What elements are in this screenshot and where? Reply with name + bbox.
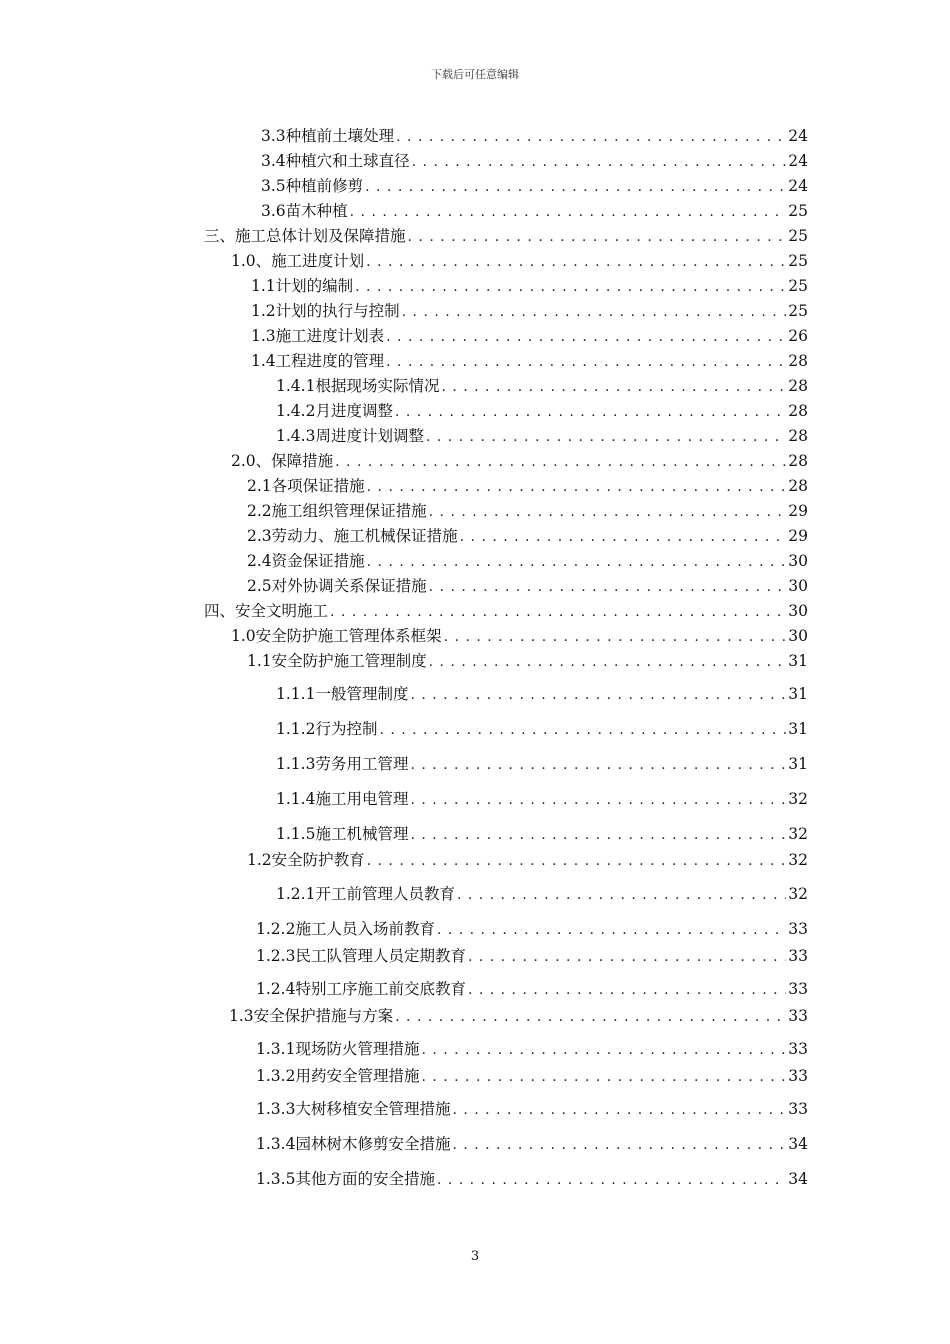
toc-entry-page: 33	[788, 980, 808, 998]
toc-entry-title: 1.2.1开工前管理人员教育	[276, 885, 455, 903]
toc-leader	[350, 201, 786, 222]
toc-entry-page: 25	[788, 302, 808, 320]
toc-entry-page: 32	[788, 885, 808, 903]
toc-leader	[437, 1169, 786, 1190]
toc-entry[interactable]	[261, 200, 808, 222]
toc-entry[interactable]	[256, 945, 808, 967]
toc-entry[interactable]	[231, 625, 808, 647]
toc-entry-title: 1.4.3周进度计划调整	[276, 427, 424, 445]
toc-leader	[355, 276, 786, 297]
toc-entry-title: 1.1.2行为控制	[276, 720, 378, 738]
toc-entry[interactable]	[256, 1065, 808, 1087]
toc-entry-title: 1.2.4特别工序施工前交底教育	[256, 980, 466, 998]
toc-leader	[421, 1066, 786, 1087]
toc-entry[interactable]	[229, 1005, 808, 1027]
toc-entry-page: 32	[788, 851, 808, 869]
toc-entry[interactable]	[247, 849, 808, 871]
toc-entry[interactable]	[256, 918, 808, 940]
toc-entry[interactable]	[261, 125, 808, 147]
toc-entry[interactable]	[247, 525, 808, 547]
toc-leader	[330, 601, 786, 622]
toc-leader	[335, 451, 786, 472]
toc-entry[interactable]	[247, 500, 808, 522]
toc-leader	[452, 1134, 786, 1155]
toc-entry[interactable]	[247, 650, 808, 672]
toc-leader	[402, 301, 786, 322]
toc-entry-title: 1.3.1现场防火管理措施	[256, 1040, 420, 1058]
toc-entry-title: 3.4种植穴和土球直径	[261, 152, 410, 170]
toc-leader	[395, 1006, 786, 1027]
toc-leader	[468, 946, 786, 967]
toc-leader	[429, 501, 786, 522]
toc-entry-page: 32	[788, 790, 808, 808]
toc-entry-title: 1.2计划的执行与控制	[251, 302, 400, 320]
toc-entry-page: 25	[788, 202, 808, 220]
toc-entry-title: 1.3安全保护措施与方案	[229, 1007, 394, 1025]
page-number: 3	[470, 1249, 480, 1264]
toc-entry-page: 30	[788, 602, 808, 620]
toc-entry[interactable]	[204, 225, 808, 247]
toc-entry-title: 3.6苗木种植	[261, 202, 348, 220]
toc-entry-page: 25	[788, 277, 808, 295]
toc-entry[interactable]	[251, 275, 808, 297]
toc-entry-page: 29	[788, 502, 808, 520]
toc-entry-page: 28	[788, 377, 808, 395]
toc-entry-page: 31	[788, 652, 808, 670]
toc-leader	[460, 526, 786, 547]
toc-leader	[412, 151, 786, 172]
toc-entry-title: 1.4工程进度的管理	[251, 352, 385, 370]
toc-entry[interactable]	[251, 350, 808, 372]
toc-entry-page: 30	[788, 627, 808, 645]
toc-leader	[426, 426, 786, 447]
toc-entry-page: 25	[788, 252, 808, 270]
toc-entry[interactable]	[251, 325, 808, 347]
toc-leader	[410, 789, 786, 810]
toc-leader	[452, 1099, 786, 1120]
toc-leader	[386, 326, 786, 347]
toc-entry-page: 28	[788, 352, 808, 370]
toc-entry-title: 1.0、施工进度计划	[231, 252, 365, 270]
toc-leader	[386, 351, 786, 372]
toc-leader	[379, 719, 786, 740]
toc-entry[interactable]	[261, 175, 808, 197]
toc-entry-page: 26	[788, 327, 808, 345]
toc-entry-title: 1.1.4施工用电管理	[276, 790, 409, 808]
toc-entry-page: 30	[788, 577, 808, 595]
toc-leader	[367, 476, 786, 497]
toc-entry-page: 31	[788, 755, 808, 773]
toc-entry-page: 33	[788, 947, 808, 965]
toc-entry[interactable]	[256, 1098, 808, 1120]
toc-entry-title: 1.0安全防护施工管理体系框架	[231, 627, 442, 645]
toc-entry-title: 1.1.3劳务用工管理	[276, 755, 409, 773]
toc-entry-title: 2.2施工组织管理保证措施	[247, 502, 427, 520]
toc-leader	[429, 651, 786, 672]
toc-entry-page: 24	[788, 152, 808, 170]
toc-entry[interactable]	[276, 788, 808, 810]
toc-entry[interactable]	[276, 753, 808, 775]
toc-leader	[421, 1039, 786, 1060]
toc-entry[interactable]	[276, 823, 808, 845]
toc-entry-title: 1.3施工进度计划表	[251, 327, 385, 345]
toc-entry[interactable]	[231, 450, 808, 472]
toc-leader	[410, 684, 786, 705]
toc-entry-page: 30	[788, 552, 808, 570]
toc-leader	[437, 919, 786, 940]
toc-entry-title: 1.3.4园林树木修剪安全措施	[256, 1135, 451, 1153]
toc-entry-title: 1.1.1一般管理制度	[276, 685, 409, 703]
toc-entry-title: 1.3.3大树移植安全管理措施	[256, 1100, 451, 1118]
toc-leader	[366, 251, 786, 272]
toc-entry-title: 1.1安全防护施工管理制度	[247, 652, 427, 670]
toc-leader	[429, 576, 786, 597]
toc-leader	[410, 754, 786, 775]
toc-entry[interactable]	[256, 1133, 808, 1155]
toc-entry-page: 33	[788, 1067, 808, 1085]
toc-entry-page: 34	[788, 1170, 808, 1188]
toc-entry-title: 3.3种植前土壤处理	[261, 127, 395, 145]
toc-entry-title: 1.3.5其他方面的安全措施	[256, 1170, 435, 1188]
toc-entry-title: 3.5种植前修剪	[261, 177, 364, 195]
toc-entry-title: 四、安全文明施工	[204, 602, 329, 620]
toc-entry[interactable]	[256, 1038, 808, 1060]
toc-entry-page: 24	[788, 177, 808, 195]
toc-entry-title: 1.1计划的编制	[251, 277, 354, 295]
toc-entry-title: 三、施工总体计划及保障措施	[204, 227, 406, 245]
toc-leader	[408, 226, 786, 247]
toc-entry[interactable]	[276, 400, 808, 422]
toc-leader	[367, 850, 786, 871]
toc-entry[interactable]	[251, 300, 808, 322]
toc-entry-page: 28	[788, 452, 808, 470]
toc-entry-page: 34	[788, 1135, 808, 1153]
toc-entry-title: 1.2安全防护教育	[247, 851, 365, 869]
toc-entry[interactable]	[276, 883, 808, 905]
toc-entry[interactable]	[247, 550, 808, 572]
toc-entry[interactable]	[256, 978, 808, 1000]
toc-entry-title: 1.1.5施工机械管理	[276, 825, 409, 843]
toc-leader	[395, 401, 786, 422]
toc-entry[interactable]	[276, 425, 808, 447]
toc-entry-page: 32	[788, 825, 808, 843]
toc-entry-page: 28	[788, 427, 808, 445]
toc-entry-page: 33	[788, 920, 808, 938]
toc-entry-title: 1.2.3民工队管理人员定期教育	[256, 947, 466, 965]
toc-entry[interactable]	[231, 250, 808, 272]
toc-entry[interactable]	[276, 375, 808, 397]
toc-entry-title: 2.3劳动力、施工机械保证措施	[247, 527, 458, 545]
toc-entry-page: 28	[788, 402, 808, 420]
toc-entry[interactable]	[276, 683, 808, 705]
toc-leader	[365, 176, 786, 197]
toc-entry-page: 33	[788, 1040, 808, 1058]
toc-entry-title: 1.2.2施工人员入场前教育	[256, 920, 435, 938]
toc-entry-page: 33	[788, 1100, 808, 1118]
toc-leader	[396, 126, 786, 147]
toc-entry-title: 1.3.2用药安全管理措施	[256, 1067, 420, 1085]
toc-entry-page: 24	[788, 127, 808, 145]
toc-leader	[457, 884, 786, 905]
toc-leader	[367, 551, 786, 572]
toc-entry[interactable]	[204, 600, 808, 622]
toc-entry[interactable]	[276, 718, 808, 740]
toc-entry-page: 25	[788, 227, 808, 245]
page-header: 下载后可任意编辑	[431, 68, 519, 81]
toc-entry-title: 1.4.2月进度调整	[276, 402, 393, 420]
toc-entry-page: 31	[788, 720, 808, 738]
toc-entry-title: 1.4.1根据现场实际情况	[276, 377, 440, 395]
toc-entry-page: 28	[788, 477, 808, 495]
toc-entry-page: 33	[788, 1007, 808, 1025]
toc-leader	[468, 979, 786, 1000]
toc-entry-title: 2.1各项保证措施	[247, 477, 365, 495]
toc-leader	[410, 824, 786, 845]
toc-leader	[441, 376, 786, 397]
toc-entry-page: 31	[788, 685, 808, 703]
toc-entry-page: 29	[788, 527, 808, 545]
toc-entry-title: 2.5对外协调关系保证措施	[247, 577, 427, 595]
toc-entry[interactable]	[256, 1168, 808, 1190]
toc-entry[interactable]	[261, 150, 808, 172]
toc-leader	[444, 626, 786, 647]
toc-entry[interactable]	[247, 475, 808, 497]
toc-entry[interactable]	[247, 575, 808, 597]
toc-entry-title: 2.4资金保证措施	[247, 552, 365, 570]
toc-entry-title: 2.0、保障措施	[231, 452, 334, 470]
